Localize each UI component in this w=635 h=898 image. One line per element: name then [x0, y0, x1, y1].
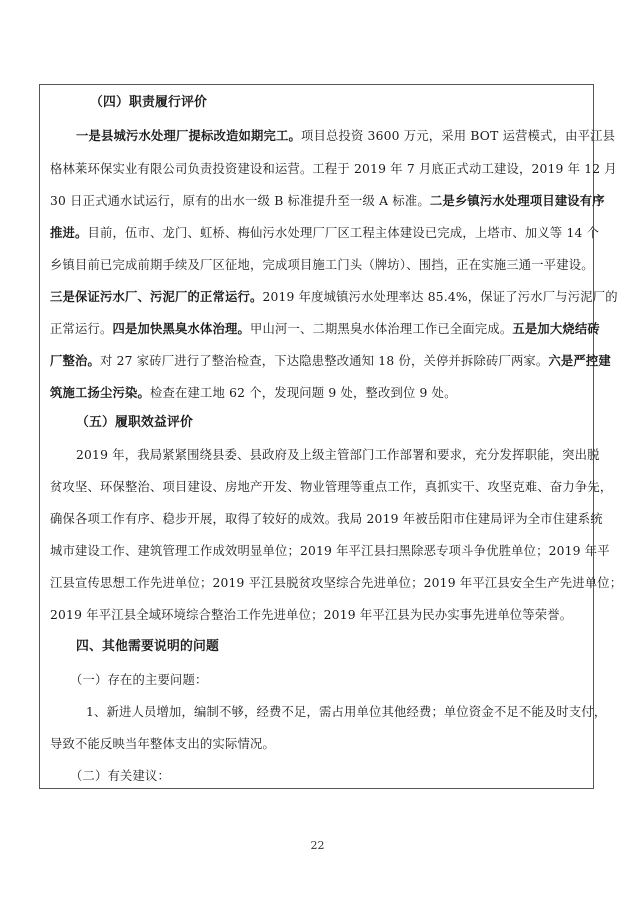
paragraph-line [50, 385, 585, 401]
part-heading-other-issues: 四、其他需要说明的问题 [76, 639, 219, 654]
paragraph-line [50, 353, 611, 369]
text: 正常运行。 [50, 322, 113, 336]
paragraph-line: 确保各项工作有序、稳步开展，取得了较好的成效。我局 2019 年被岳阳市住建局评为全市住建系统 [50, 512, 603, 526]
text: 检查在建工地 62 个，发现问题 9 处，整改到位 9 处。 [149, 386, 457, 400]
section-heading-effectiveness: （五）履职效益评价 [76, 415, 193, 430]
subheading-main-problems: （一）存在的主要问题： [70, 673, 208, 687]
paragraph-line: 格林莱环保实业有限公司负责投资建设和运营。工程于 2019 年 7 月底正式动工建设，2019 年 12 月 [50, 162, 617, 176]
paragraph-line [50, 321, 600, 337]
text: 甲山河一、二期黑臭水体治理工作已全面完成。 [249, 322, 513, 336]
paragraph-line: 2019 年平江县全域环境综合整治工作先进单位；2019 年平江县为民办实事先进单位等荣誉。 [50, 608, 573, 622]
bold-lead: 一是县城污水处理厂提标改造如期完工。 [76, 128, 301, 143]
text: 项目总投资 3600 万元，采用 BOT 运营模式，由平江县 [300, 129, 616, 143]
bold-lead: 四是加快黑臭水体治理。 [112, 321, 250, 336]
bold-lead: 厂整治。 [50, 353, 100, 368]
bold-lead: 筑施工扬尘污染。 [50, 385, 150, 400]
paragraph-line [50, 289, 618, 305]
bold-lead: 六是严控建 [548, 353, 611, 368]
bold-lead: 推进。 [50, 225, 88, 240]
text: 目前，伍市、龙门、虹桥、梅仙污水处理厂厂区工程主体建设已完成，上塔市、加义等 14 个 [87, 226, 600, 240]
paragraph-line: 贫攻坚、环保整治、项目建设、房地产开发、物业管理等重点工作，真抓实干、攻坚克难、奋力争先， [50, 480, 613, 494]
text: 2019 年度城镇污水处理率达 85.4%，保证了污水厂与污泥厂的 [262, 290, 618, 304]
paragraph-line: 乡镇目前已完成前期手续及厂区征地，完成项目施工门头（牌坊）、围挡，正在实施三通一平建设。 [50, 258, 594, 272]
paragraph-line: 2019 年，我局紧紧围绕县委、县政府及上级主管部门工作部署和要求，充分发挥职能，突出脱 [76, 448, 600, 462]
paragraph-line [76, 128, 616, 144]
content-frame [39, 84, 623, 789]
paragraph-line: 1、新进人员增加，编制不够，经费不足，需占用单位其他经费；单位资金不足不能及时支付， [86, 705, 607, 719]
paragraph-line [50, 193, 605, 209]
text: 30 日正式通水试运行，原有的出水一级 B 标准提升至一级 A 标准。 [50, 194, 430, 208]
page-number: 22 [310, 839, 325, 852]
section-heading-duty-performance: （四）职责履行评价 [90, 95, 207, 110]
bold-lead: 三是保证污水厂、污泥厂的正常运行。 [50, 289, 263, 304]
subheading-suggestions: （二）有关建议： [70, 769, 170, 783]
bold-lead: 五是加大烧结砖 [512, 321, 600, 336]
paragraph-line: 江县宣传思想工作先进单位；2019 平江县脱贫攻坚综合先进单位；2019 年平江县安全生产先进单位； [50, 576, 623, 590]
paragraph-line: 城市建设工作、建筑管理工作成效明显单位；2019 年平江县扫黑除恶专项斗争优胜单位；2019 年平 [50, 544, 610, 558]
text: 对 27 家砖厂进行了整治检查，下达隐患整改通知 18 份，关停并拆除砖厂两家。 [100, 354, 549, 368]
bold-lead: 二是乡镇污水处理项目建设有序 [429, 193, 605, 208]
paragraph-line [50, 225, 600, 241]
paragraph-line: 导致不能反映当年整体支出的实际情况。 [50, 737, 275, 751]
